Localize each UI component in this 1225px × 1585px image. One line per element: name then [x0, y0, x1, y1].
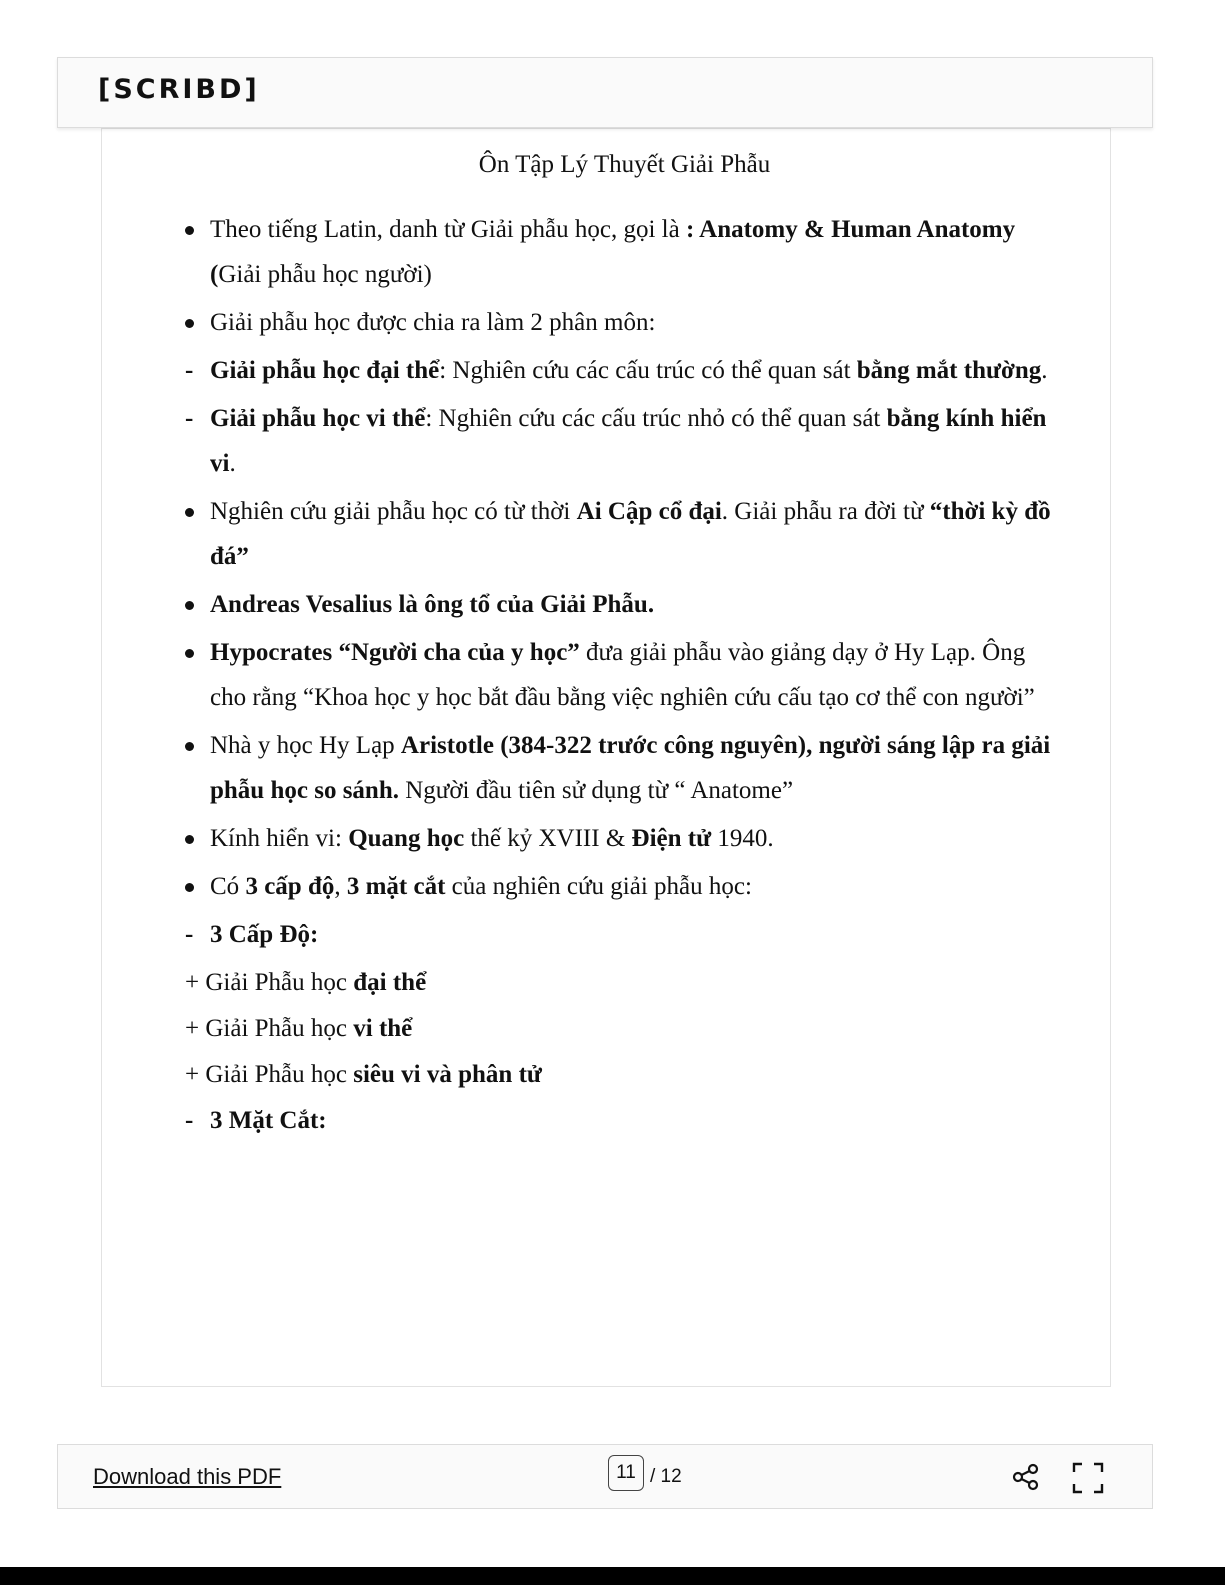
text-segment: : Nghiên cứu các cấu trúc có thể quan sát	[439, 357, 857, 384]
text-segment: : Nghiên cứu các cấu trúc nhỏ có thể quan sát	[425, 405, 887, 432]
text-segment: Quang học	[348, 825, 465, 852]
text-segment: ,	[334, 873, 347, 900]
text-segment: bằng kính hiển vi	[210, 405, 1047, 477]
dash-item	[185, 912, 1065, 957]
text-segment: “thời kỳ đồ đá”	[210, 498, 1051, 570]
text-segment: Aristotle (384-322 trước công nguyên), người sáng lập ra giải phẫu học so sánh.	[210, 732, 1051, 804]
download-pdf-link[interactable]: Download this PDF	[93, 1464, 282, 1489]
text-segment: + Giải Phẫu học	[185, 1015, 354, 1042]
document-content	[185, 207, 1065, 1146]
scribd-logo[interactable]: [SCRIBD]	[98, 74, 260, 105]
dash-item	[185, 348, 1065, 393]
page-navigator	[608, 1463, 682, 1491]
bullet-item	[185, 630, 1065, 720]
text-segment: Người đầu tiên sử dụng từ “ Anatome”	[398, 777, 794, 804]
sub-item	[185, 1006, 1065, 1051]
bullet-icon	[185, 883, 194, 892]
text-segment: + Giải Phẫu học	[185, 969, 354, 996]
bullet-item	[185, 816, 1065, 861]
top-bar	[57, 57, 1153, 128]
text-segment: Ai Cập cổ đại	[576, 498, 722, 525]
dash-marker: -	[185, 921, 194, 948]
bullet-icon	[185, 649, 194, 658]
total-pages: / 12	[650, 1466, 682, 1487]
text-segment: Giải phẫu học được chia ra làm 2 phân môn:	[210, 309, 656, 336]
text-segment: . Giải phẫu ra đời từ	[721, 498, 930, 525]
bottom-edge	[0, 1567, 1225, 1585]
text-segment: .	[1041, 357, 1048, 384]
text-segment: .	[229, 450, 236, 477]
text-segment: Giải phẫu học người)	[218, 261, 432, 288]
bullet-icon	[185, 742, 194, 751]
text-segment: đại thể	[353, 969, 427, 996]
text-segment: Nghiên cứu giải phẫu học có từ thời	[210, 498, 577, 525]
text-segment: đưa giải phẫu vào giảng dạy ở Hy Lạp. Ông cho rằng “Khoa học y học bắt đầu bằng việc nghiên cứu cấu tạo cơ thể con người”	[210, 639, 1035, 711]
bullet-item	[185, 582, 1065, 627]
bullet-item	[185, 207, 1065, 297]
bullet-item	[185, 864, 1065, 909]
document-title: Ôn Tập Lý Thuyết Giải Phẫu	[478, 151, 771, 178]
text-segment: Kính hiển vi:	[210, 825, 349, 852]
bullet-icon	[185, 508, 194, 517]
text-segment: Andreas Vesalius là ông tổ của Giải Phẫu.	[210, 591, 655, 618]
dash-item	[185, 396, 1065, 486]
text-segment: thế kỷ XVIII &	[464, 825, 632, 852]
text-segment: Giải phẫu học vi thể	[210, 405, 426, 432]
share-icon[interactable]	[1011, 1462, 1041, 1492]
dash-marker: -	[185, 405, 194, 432]
dash-item	[185, 1098, 1065, 1143]
text-segment: 3 Mặt Cắt:	[210, 1107, 327, 1134]
text-segment: + Giải Phẫu học	[185, 1061, 354, 1088]
bullet-icon	[185, 319, 194, 328]
text-segment: siêu vi và phân tử	[353, 1061, 542, 1088]
text-segment: Nhà y học Hy Lạp	[210, 732, 401, 759]
bullet-item	[185, 300, 1065, 345]
fullscreen-icon[interactable]	[1072, 1462, 1104, 1494]
text-segment: Điện tử	[631, 825, 712, 852]
bullet-item	[185, 723, 1065, 813]
text-segment: Theo tiếng Latin, danh từ Giải phẫu học, gọi là	[210, 216, 686, 243]
text-segment: Có	[210, 873, 246, 900]
bullet-icon	[185, 601, 194, 610]
sub-item	[185, 960, 1065, 1005]
bullet-item	[185, 489, 1065, 579]
text-segment: : Anatomy & Human Anatomy (	[210, 216, 1016, 288]
document-page	[101, 128, 1111, 1387]
current-page-input[interactable]: 11	[608, 1455, 644, 1491]
text-segment: 3 cấp độ	[245, 873, 335, 900]
text-segment: Giải phẫu học đại thể	[210, 357, 440, 384]
bullet-icon	[185, 226, 194, 235]
sub-item	[185, 1052, 1065, 1097]
bullet-icon	[185, 835, 194, 844]
dash-marker: -	[185, 1107, 194, 1134]
text-segment: 1940.	[711, 825, 774, 852]
bottom-toolbar	[57, 1444, 1153, 1509]
text-segment: vi thể	[353, 1015, 413, 1042]
text-segment: 3 Cấp Độ:	[210, 921, 319, 948]
text-segment: của nghiên cứu giải phẫu học:	[445, 873, 752, 900]
text-segment: bằng mắt thường	[856, 357, 1042, 384]
text-segment: Hypocrates “Người cha của y học”	[210, 639, 580, 666]
dash-marker: -	[185, 357, 194, 384]
text-segment: 3 mặt cắt	[346, 873, 446, 900]
